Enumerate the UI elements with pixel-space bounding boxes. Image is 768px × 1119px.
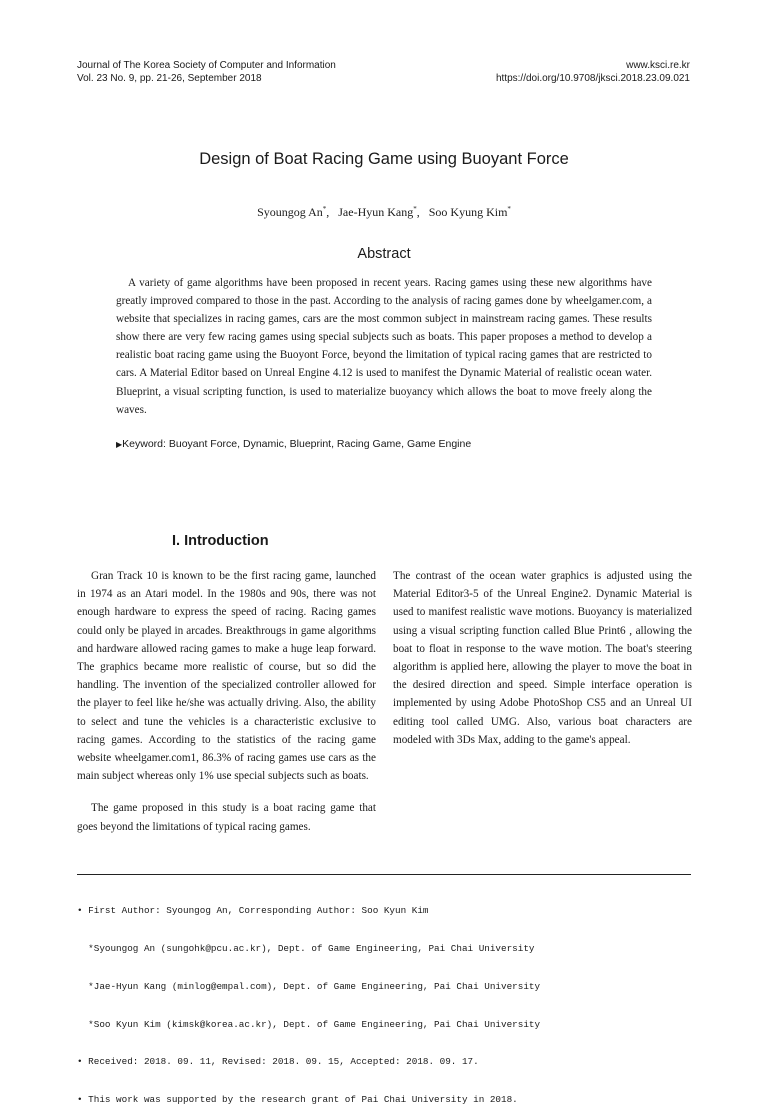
footnotes [77,880,540,1119]
body-column-right [393,567,692,749]
footnote-line: • This work was supported by the research grant of Pai Chai University in 2018. [77,1094,518,1106]
journal-website[interactable]: www.ksci.re.kr [626,60,690,71]
body-paragraph: Gran Track 10 is known to be the first racing game, launched in 1974 as an Atari model. In the 1980s and 90s, there was not enough hardware to express the speed of racing. Racing games could only be played in arcades. Breakthrougs in game algorithms and hardware allowed racing games to make a huge leap forward. The graphics became more realistic of course, but so did the handling. The invention of the specialized controller allowed for the player to feel like he/she was actually driving. Also, the ability to select and tune the vehicles is a characteristic exclusive to racing games. According to the statistics of the racing game website wheelgamer.com1, 86.3% of racing games use cars as the main subject whereas only 1% use special subjects such as boats. [77,570,376,783]
footnote-line: • Received: 2018. 09. 11, Revised: 2018. 09. 15, Accepted: 2018. 09. 17. [77,1056,479,1068]
body-paragraph: The contrast of the ocean water graphics is adjusted using the Material Editor3-5 of the Unreal Engine2. Dynamic Material is used to manifest realistic wave motions. Buoyancy is materialized using a visual scripting function called Blue Print6 , allowing the boat to float in response to the wave motion. The boat's steering algorithm is applied here, allowing the player to move the boat in the desired direction and speed. Simple interface operation is implemented by using Adobe PhotoShop CS5 and an Unreal UI editing tool called UMG. Also, various boat characters are modeled with 3Ds Max, adding to the game's appeal. [393,570,692,746]
body-column-left [77,567,376,836]
footnote-divider [77,874,691,875]
author-mark: * [322,205,327,213]
journal-header-right [496,59,690,85]
keywords-text: Buoyant Force, Dynamic, Blueprint, Racing Game, Game Engine [168,438,472,450]
journal-header-left [77,59,336,85]
footnote-line: • First Author: Syoungog An, Corresponding Author: Soo Kyun Kim [77,905,429,917]
abstract-heading: Abstract [357,246,411,262]
keywords-line [116,438,471,450]
abstract-text: A variety of game algorithms have been proposed in recent years. Racing games using these new algorithms have greatly improved compared to those in the past. According to the analysis of racing games done by wheelgamer.com, a website that specializes in racing games, cars are the most common subject in mainstream racing games. These results show there are very few racing games using special subjects such as boats. This paper proposes a method to develop a realistic boat racing game using the Buoyont Force, beyond the limitation of typical racing games that are restricted to cars. A Material Editor based on Unreal Engine 4.12 is used to manifest the Dynamic Material of realistic ocean water. Blueprint, a visual scripting function, is used to materialize buoyancy which allows the boat to move freely along the waves. [116,277,652,416]
journal-doi[interactable]: https://doi.org/10.9708/jksci.2018.23.09.021 [495,73,690,84]
footnote-line: *Syoungog An (sungohk@pcu.ac.kr), Dept. of Game Engineering, Pai Chai University [77,942,535,954]
journal-name: Journal of The Korea Society of Computer and Information [77,60,336,71]
author-name: Syoungog An [257,205,323,219]
paper-title: Design of Boat Racing Game using Buoyant Force [199,150,569,168]
footnote-line: *Soo Kyun Kim (kimsk@korea.ac.kr), Dept. of Game Engineering, Pai Chai University [77,1018,541,1030]
abstract-body [116,274,652,419]
keywords-label: Keyword: [122,438,166,450]
section-heading: I. Introduction [172,533,269,549]
footnote-line: *Jae-Hyun Kang (minlog@empal.com), Dept. of Game Engineering, Pai Chai University [77,980,541,992]
keyword-marker-icon: ▶ [116,440,123,449]
journal-issue: Vol. 23 No. 9, pp. 21-26, September 2018 [77,73,262,84]
author-list: Syoungog An*, Jae-Hyun Kang*, Soo Kyung Kim* [257,205,511,219]
author-mark: * [507,205,511,213]
body-paragraph: The game proposed in this study is a boat racing game that goes beyond the limitations of typical racing games. [77,802,376,833]
author-mark: * [413,205,417,213]
author-name: Soo Kyung Kim [428,205,508,219]
author-name: Jae-Hyun Kang [338,205,414,219]
